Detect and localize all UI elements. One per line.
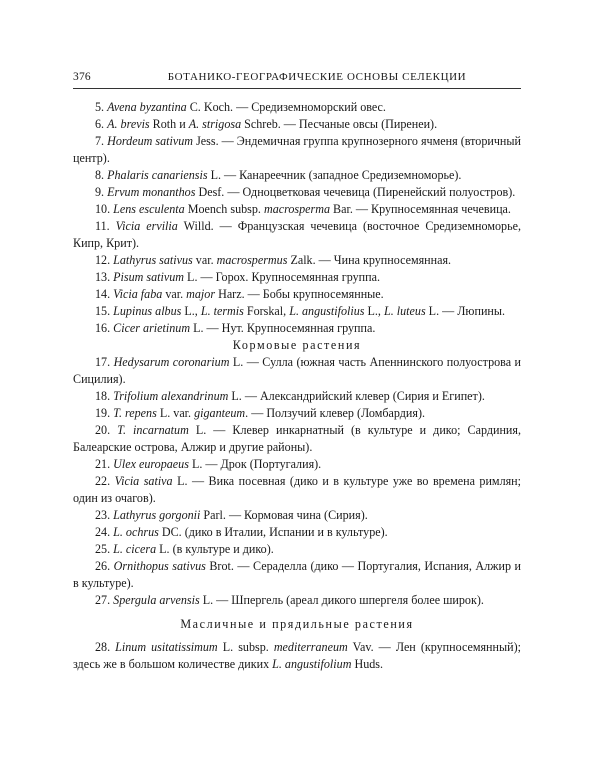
entry-number: 18. (95, 389, 114, 403)
entry-number: 6. (95, 117, 108, 131)
entry-text: L. — Дрок (Португалия). (188, 457, 322, 471)
entry-number: 7. (95, 134, 108, 148)
entry-text: L. — Нут. Крупносемянная группа. (190, 321, 376, 335)
entry-text: L. (в культуре и дико). (156, 542, 274, 556)
entry-text: L. var. (156, 406, 195, 420)
latin-name: Lathyrus sativus (113, 253, 193, 267)
species-entry (73, 354, 521, 388)
latin-name: Ervum monanthos (107, 185, 196, 199)
section-heading-oil: Масличные и прядильные растения (180, 617, 414, 631)
entry-text: Bar. — Крупносемянная чечевица. (330, 202, 511, 216)
latin-name: Phalaris canariensis (107, 168, 208, 182)
latin-name: Lens esculenta (113, 202, 185, 216)
species-list-main (73, 99, 521, 337)
entry-text: L. subsp. (217, 640, 274, 654)
latin-name: L. termis (200, 304, 244, 318)
entry-text: DC. (дико в Италии, Испании и в культуре). (158, 525, 388, 539)
latin-name: L. cicera (113, 542, 157, 556)
entry-number: 22. (95, 474, 115, 488)
entry-number: 23. (95, 508, 114, 522)
latin-name: A. brevis (107, 117, 150, 131)
section-heading-fodder: Кормовые растения (232, 338, 362, 352)
species-entry (73, 473, 521, 507)
latin-name: macrosperma (263, 202, 331, 216)
entry-text: . — Ползучий клевер (Ломбардия). (245, 406, 425, 420)
latin-name: Trifolium alexandrinum (113, 389, 229, 403)
entry-number: 12. (95, 253, 114, 267)
entry-number: 10. (95, 202, 114, 216)
entry-number: 9. (95, 185, 108, 199)
entry-text: Zalk. — Чина крупносемянная. (287, 253, 452, 267)
entry-text: L., (364, 304, 384, 318)
latin-name: Hordeum sativum (107, 134, 194, 148)
latin-name: L. luteus (383, 304, 426, 318)
species-entry (73, 286, 521, 303)
latin-name: Vicia sativa (114, 474, 173, 488)
species-entry (73, 99, 521, 116)
species-entry (73, 507, 521, 524)
entry-text: var. (192, 253, 217, 267)
latin-name: L. angustifolius (289, 304, 365, 318)
species-list-oil (73, 639, 521, 673)
entry-number: 27. (95, 593, 114, 607)
latin-name: Ornithopus sativus (113, 559, 206, 573)
species-entry (73, 405, 521, 422)
species-entry (73, 388, 521, 405)
entry-text: Roth и (149, 117, 189, 131)
latin-name: L. ochrus (113, 525, 159, 539)
entry-number: 14. (95, 287, 114, 301)
entry-text: L. — Сулла (южная часть Апеннинского полуострова и Сицилия). (73, 355, 522, 386)
species-entry (73, 133, 521, 167)
entry-text: Desf. — Одноцветковая чечевица (Пиренейский полуостров). (195, 185, 516, 199)
header-rule (73, 88, 521, 89)
latin-name: Vicia ervilia (115, 219, 178, 233)
species-entry (73, 558, 521, 592)
latin-name: giganteum (194, 406, 246, 420)
entry-number: 25. (95, 542, 114, 556)
species-entry (73, 592, 521, 609)
entry-text: L. — Шпергель (ареал дикого шпергеля более широк). (199, 593, 484, 607)
entry-text: L. — Канареечник (западное Средиземноморье). (207, 168, 462, 182)
species-entry (73, 184, 521, 201)
entry-number: 11. (95, 219, 116, 233)
latin-name: T. incarnatum (117, 423, 189, 437)
page-body (73, 99, 521, 673)
species-entry (73, 639, 521, 673)
entry-text: Willd. — Французская чечевица (восточное Средиземноморье, Кипр, Крит). (73, 219, 522, 250)
latin-name: Vicia faba (113, 287, 163, 301)
entry-text: L. — Клевер инкарнатный (в культуре и дико; Сардиния, Балеарские острова, Алжир и другие районы). (73, 423, 521, 454)
latin-name: Spergula arvensis (113, 593, 200, 607)
entry-text: L. — Александрийский клевер (Сирия и Египет). (228, 389, 485, 403)
latin-name: Cicer arietinum (113, 321, 191, 335)
entry-number: 21. (95, 457, 114, 471)
latin-name: L. angustifolium (272, 657, 352, 671)
species-entry (73, 524, 521, 541)
entry-number: 15. (95, 304, 114, 318)
entry-number: 5. (95, 100, 108, 114)
page-number: 376 (73, 71, 91, 83)
species-entry (73, 320, 521, 337)
latin-name: A. strigosa (188, 117, 242, 131)
entry-number: 26. (95, 559, 114, 573)
entry-text: Brot. — Сераделла (дико — Португалия, Испания, Алжир и в культуре). (73, 559, 521, 590)
entry-text: var. (162, 287, 187, 301)
entry-number: 8. (95, 168, 108, 182)
species-list-fodder (73, 354, 521, 609)
species-entry (73, 218, 521, 252)
species-entry (73, 116, 521, 133)
entry-text: Jess. — Эндемичная группа крупнозерного ячменя (вторичный центр). (73, 134, 521, 165)
entry-text: C. Koch. — Средиземноморский овес. (186, 100, 386, 114)
entry-text: L., (181, 304, 201, 318)
latin-name: major (186, 287, 216, 301)
entry-number: 20. (95, 423, 118, 437)
entry-number: 28. (95, 640, 116, 654)
latin-name: Hedysarum coronarium (113, 355, 230, 369)
entry-text: Parl. — Кормовая чина (Сирия). (200, 508, 368, 522)
latin-name: Pisum sativum (113, 270, 185, 284)
entry-text: Huds. (351, 657, 384, 671)
latin-name: Avena byzantina (107, 100, 187, 114)
entry-number: 24. (95, 525, 114, 539)
entry-number: 19. (95, 406, 114, 420)
species-entry (73, 422, 521, 456)
entry-text: L. — Горох. Крупносемянная группа. (184, 270, 380, 284)
species-entry (73, 252, 521, 269)
latin-name: Lupinus albus (113, 304, 182, 318)
entry-text: Vav. — Лен (крупносемянный); здесь же в большом количестве диких (73, 640, 521, 671)
species-entry (73, 456, 521, 473)
running-title: БОТАНИКО-ГЕОГРАФИЧЕСКИЕ ОСНОВЫ СЕЛЕКЦИИ (167, 71, 467, 83)
entry-text: L. — Вика посевная (дико и в культуре уже во времена римлян; один из очагов). (73, 474, 522, 505)
species-entry (73, 167, 521, 184)
entry-text: Forskal, (243, 304, 290, 318)
latin-name: Linum usitatissimum (115, 640, 218, 654)
entry-number: 16. (95, 321, 114, 335)
species-entry (73, 541, 521, 558)
species-entry (73, 303, 521, 320)
latin-name: Ulex europaeus (113, 457, 189, 471)
entry-text: L. — Люпины. (425, 304, 506, 318)
entry-number: 13. (95, 270, 114, 284)
latin-name: mediterraneum (273, 640, 348, 654)
running-header (73, 71, 521, 83)
entry-text: Schreb. — Песчаные овсы (Пиренеи). (241, 117, 438, 131)
species-entry (73, 269, 521, 286)
entry-text: Moench subsp. (184, 202, 264, 216)
latin-name: macrospermus (216, 253, 288, 267)
entry-number: 17. (95, 355, 114, 369)
species-entry (73, 201, 521, 218)
entry-text: Harz. — Бобы крупносемянные. (215, 287, 384, 301)
latin-name: Lathyrus gorgonii (113, 508, 201, 522)
latin-name: T. repens (113, 406, 157, 420)
